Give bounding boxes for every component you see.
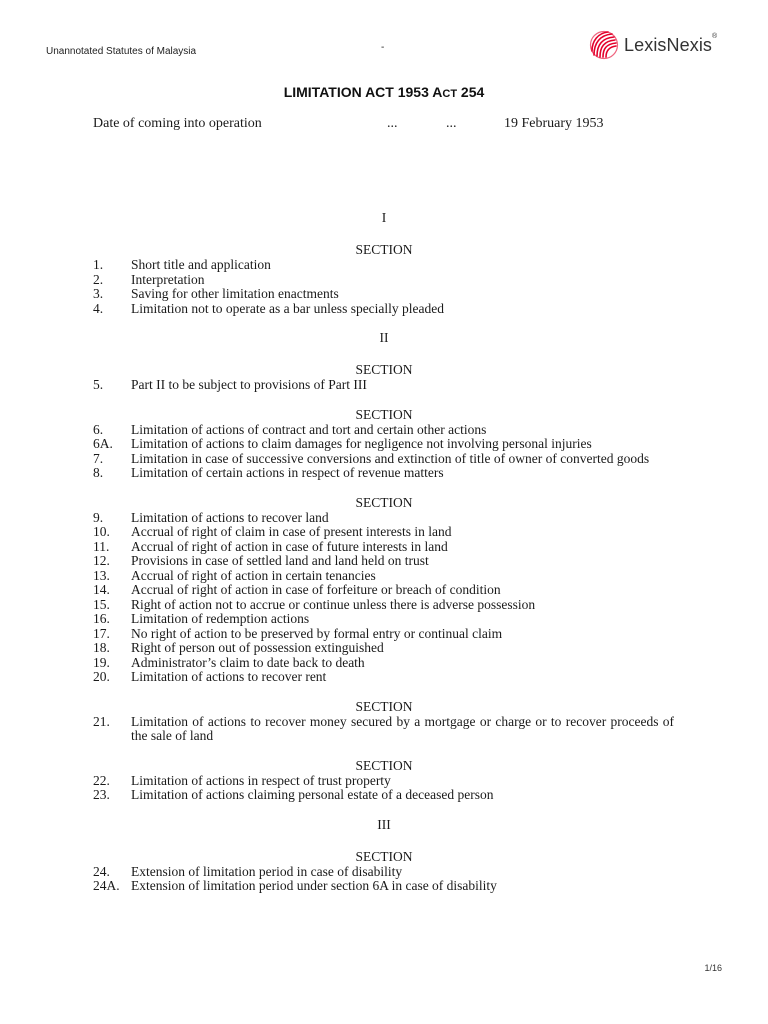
section-heading: SECTION: [355, 698, 413, 714]
toc-entry: [0, 287, 768, 302]
part-numeral: II: [379, 330, 389, 345]
toc-entry: [0, 437, 768, 452]
section-heading: SECTION: [355, 362, 413, 377]
section-title: Extension of limitation period under section 6A in case of disability: [131, 878, 497, 893]
section-heading: SECTION: [355, 406, 413, 422]
toc-entry: [0, 865, 768, 880]
lexisnexis-logo: [588, 28, 717, 62]
toc-entry: [0, 715, 768, 744]
toc-entry: [0, 378, 768, 393]
section-number: 12.: [93, 553, 110, 568]
toc-entry: [0, 879, 768, 894]
section-title: Provisions in case of settled land and land held on trust: [131, 553, 429, 568]
running-header: Unannotated Statutes of Malaysia: [46, 46, 197, 57]
section-number: 1.: [93, 257, 104, 272]
toc-entry: [0, 670, 768, 685]
toc-entry: [0, 258, 768, 273]
section-number: 6A.: [93, 436, 113, 451]
toc-entry: [0, 302, 768, 317]
section-number: 23.: [93, 787, 110, 802]
toc-entry: [0, 656, 768, 671]
leader-dots: ...: [446, 116, 457, 131]
toc-entry: [0, 452, 768, 467]
section-title: Accrual of right of action in case of forfeiture or breach of condition: [131, 582, 501, 597]
section-title: Limitation of actions to claim damages for negligence not involving personal injuries: [131, 436, 592, 451]
section-title: Limitation not to operate as a bar unless specially pleaded: [131, 300, 445, 316]
section-title: Limitation of actions to recover money secured by a mortgage or charge or to recover proceeds of the sale of land: [131, 713, 674, 743]
section-title: Limitation of redemption actions: [131, 611, 310, 626]
section-heading: SECTION: [355, 494, 413, 510]
logo-wordmark: LexisNexis®: [624, 32, 718, 55]
section-number: 9.: [93, 509, 104, 525]
section-title: Short title and application: [131, 257, 271, 272]
toc-entry: [0, 511, 768, 526]
section-number: 10.: [93, 524, 110, 539]
section-title: Limitation of actions to recover rent: [131, 669, 327, 684]
section-number: 5.: [93, 377, 104, 392]
toc-entry: [0, 641, 768, 656]
leader-dots: ...: [387, 116, 398, 131]
section-number: 21.: [93, 713, 110, 729]
part-numeral: III: [377, 816, 391, 832]
toc-entry: [0, 612, 768, 627]
header-center-mark: -: [381, 42, 385, 53]
toc-entry: [0, 788, 768, 803]
section-number: 13.: [93, 567, 110, 583]
date-label: Date of coming into operation: [93, 116, 262, 131]
section-title: Accrual of right of action in certain tenancies: [131, 567, 376, 583]
toc-entry: [0, 525, 768, 540]
section-title: Saving for other limitation enactments: [131, 286, 339, 301]
lexisnexis-emblem-icon: [588, 29, 620, 61]
section-title: No right of action to be preserved by formal entry or continual claim: [131, 625, 503, 641]
section-number: 24A.: [93, 878, 120, 893]
toc-entry: [0, 583, 768, 598]
section-number: 19.: [93, 654, 110, 670]
toc-entry: [0, 598, 768, 613]
section-title: Part II to be subject to provisions of Part III: [131, 377, 367, 392]
section-title: Accrual of right of action in case of future interests in land: [131, 538, 448, 554]
section-number: 24.: [93, 863, 110, 879]
section-title: Accrual of right of claim in case of present interests in land: [131, 524, 452, 539]
section-title: Extension of limitation period in case of disability: [131, 863, 403, 879]
document-title: LIMITATION ACT 1953 ACT 254: [283, 84, 485, 100]
section-title: Right of action not to accrue or continue unless there is adverse possession: [131, 596, 536, 612]
section-number: 6.: [93, 421, 104, 437]
section-number: 3.: [93, 286, 104, 301]
section-number: 22.: [93, 772, 110, 788]
section-number: 2.: [93, 271, 104, 287]
section-title: Limitation of actions of contract and tort and certain other actions: [131, 421, 487, 437]
section-number: 20.: [93, 669, 110, 684]
section-number: 15.: [93, 596, 110, 612]
section-number: 16.: [93, 611, 110, 626]
toc-entry: [0, 774, 768, 789]
toc-entry: [0, 554, 768, 569]
section-title: Limitation in case of successive conversions and extinction of title of owner of converted goods: [131, 450, 650, 466]
section-number: 18.: [93, 640, 110, 655]
toc-entry: [0, 569, 768, 584]
arrangement-of-sections: [0, 208, 768, 894]
section-title: Limitation of actions in respect of trust property: [131, 772, 391, 788]
section-number: 4.: [93, 300, 104, 316]
section-number: 17.: [93, 625, 110, 641]
page-number: 1/16: [704, 963, 722, 973]
toc-entry: [0, 540, 768, 555]
part-numeral: I: [381, 210, 387, 225]
section-heading: SECTION: [355, 242, 413, 257]
section-number: 14.: [93, 582, 110, 597]
section-title: Limitation of actions claiming personal estate of a deceased person: [131, 787, 494, 802]
toc-entry: [0, 627, 768, 642]
section-heading: SECTION: [355, 757, 413, 773]
section-title: Administrator’s claim to date back to death: [131, 654, 365, 670]
section-title: Limitation of actions to recover land: [131, 509, 329, 525]
toc-entry: [0, 466, 768, 481]
section-heading: SECTION: [355, 848, 413, 864]
section-number: 8.: [93, 465, 104, 480]
toc-entry: [0, 273, 768, 288]
section-number: 7.: [93, 450, 104, 466]
date-value: 19 February 1953: [504, 116, 604, 131]
toc-entry: [0, 423, 768, 438]
section-number: 11.: [93, 538, 110, 554]
section-title: Interpretation: [131, 271, 205, 287]
section-title: Limitation of certain actions in respect of revenue matters: [131, 465, 444, 480]
section-title: Right of person out of possession extinguished: [131, 640, 384, 655]
